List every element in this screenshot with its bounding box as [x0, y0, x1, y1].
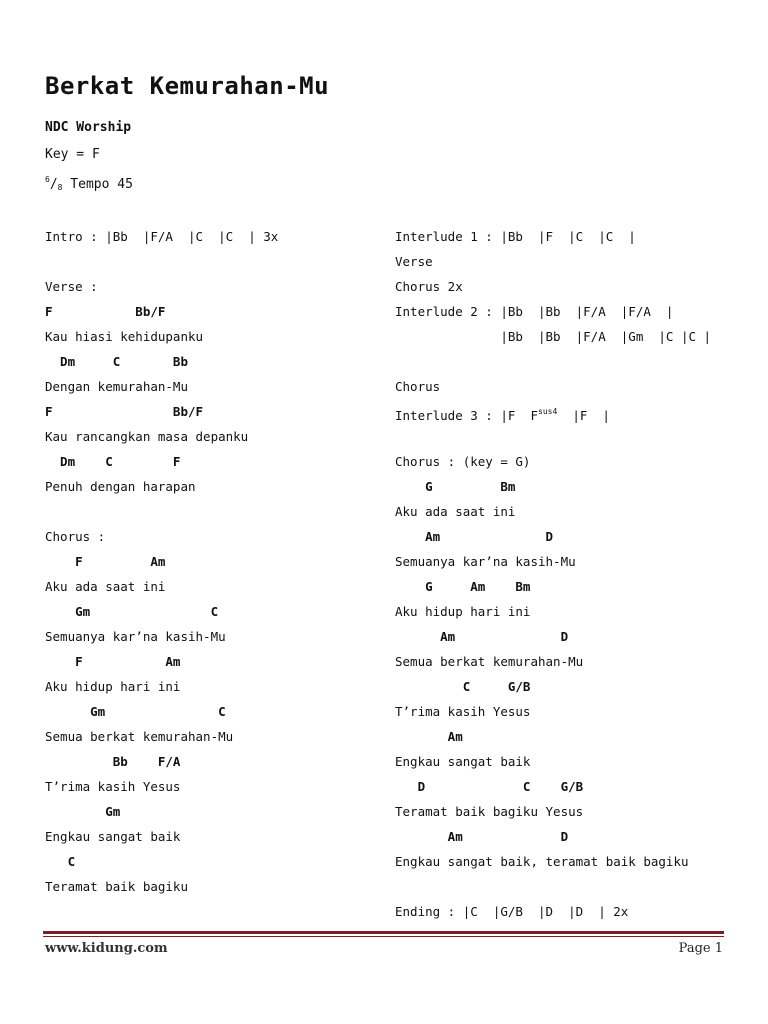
- lyric-line: Semua berkat kemurahan-Mu: [45, 729, 234, 744]
- lyric-line: Aku hidup hari ini: [395, 604, 531, 619]
- tempo: Tempo 45: [62, 177, 133, 192]
- lyric-line: Aku ada saat ini: [45, 579, 166, 594]
- chord-line: Gm C: [45, 604, 219, 619]
- blank-line: [45, 501, 278, 526]
- interlude-line: |Bb |Bb |F/A |Gm |C |C |: [395, 329, 712, 344]
- chord-line: Bb F/A: [45, 754, 181, 769]
- chord-line: F Bb/F: [45, 304, 166, 319]
- lyric-line: Semua berkat kemurahan-Mu: [395, 654, 584, 669]
- footer-divider: [43, 931, 724, 934]
- chord-line: Am D: [395, 829, 569, 844]
- chord-line: C G/B: [395, 679, 531, 694]
- chord-line: G Am Bm: [395, 579, 531, 594]
- interlude3-tail: |F |: [557, 408, 610, 423]
- lyric-line: Kau rancangkan masa depanku: [45, 429, 249, 444]
- left-column: [45, 226, 278, 901]
- lyric-line: Engkau sangat baik: [45, 829, 181, 844]
- chord-line: Am: [395, 729, 463, 744]
- lyric-line: T’rima kasih Yesus: [395, 704, 531, 719]
- lyric-line: Teramat baik bagiku Yesus: [395, 804, 584, 819]
- song-key: Key = F: [45, 147, 100, 162]
- lyric-line: Kau hiasi kehidupanku: [45, 329, 204, 344]
- time-denominator: 8: [57, 183, 63, 192]
- chord-line: F Bb/F: [45, 404, 204, 419]
- interlude-line: [395, 401, 711, 426]
- section-label: Chorus 2x: [395, 279, 463, 294]
- chord-line: C: [45, 854, 76, 869]
- lyric-line: Aku hidup hari ini: [45, 679, 181, 694]
- interlude3-head: Interlude 3 : |F F: [395, 408, 538, 423]
- lyric-line: T’rima kasih Yesus: [45, 779, 181, 794]
- lyric-line: Penuh dengan harapan: [45, 479, 196, 494]
- lyric-line: Engkau sangat baik: [395, 754, 531, 769]
- lyric-line: Dengan kemurahan-Mu: [45, 379, 188, 394]
- section-label: Chorus: [395, 379, 441, 394]
- lyric-line: Teramat baik bagiku: [45, 879, 188, 894]
- chord-line: F Am: [45, 554, 166, 569]
- blank-line: [395, 426, 711, 451]
- blank-line: [45, 251, 278, 276]
- song-title: Berkat Kemurahan-Mu: [45, 72, 330, 100]
- lyric-line: Semuanya kar’na kasih-Mu: [45, 629, 226, 644]
- section-label: Verse :: [45, 279, 98, 294]
- page-number: Page 1: [678, 941, 723, 956]
- ending-line: Ending : |C |G/B |D |D | 2x: [395, 904, 629, 919]
- lyric-line: Aku ada saat ini: [395, 504, 516, 519]
- chord-line: Gm C: [45, 704, 226, 719]
- section-label: Chorus : (key = G): [395, 454, 531, 469]
- chord-line: Am D: [395, 529, 554, 544]
- chord-line: F Am: [45, 654, 181, 669]
- chord-line: G Bm: [395, 479, 516, 494]
- chord-line: D C G/B: [395, 779, 584, 794]
- right-column: [395, 226, 711, 926]
- interlude-line: Interlude 1 : |Bb |F |C |C |: [395, 229, 636, 244]
- section-label: Chorus :: [45, 529, 106, 544]
- interlude3-sup: sus4: [538, 407, 558, 416]
- lyric-line: Semuanya kar’na kasih-Mu: [395, 554, 576, 569]
- chord-line: Gm: [45, 804, 121, 819]
- interlude-line: Interlude 2 : |Bb |Bb |F/A |F/A |: [395, 304, 674, 319]
- footer-website: www.kidung.com: [45, 941, 168, 956]
- blank-line: [395, 876, 711, 901]
- blank-line: [395, 351, 711, 376]
- chord-line: Dm C F: [45, 454, 181, 469]
- chord-line: Intro : |Bb |F/A |C |C | 3x: [45, 229, 279, 244]
- lyric-line: Engkau sangat baik, teramat baik bagiku: [395, 854, 689, 869]
- time-numerator: 6: [45, 175, 50, 184]
- section-label: Verse: [395, 254, 433, 269]
- time-signature-tempo: $^6/_8$ Tempo 45: [45, 175, 133, 192]
- footer-divider-thin: [43, 936, 724, 937]
- artist-name: NDC Worship: [45, 120, 132, 135]
- chord-line: Am D: [395, 629, 569, 644]
- chord-line: Dm C Bb: [45, 354, 188, 369]
